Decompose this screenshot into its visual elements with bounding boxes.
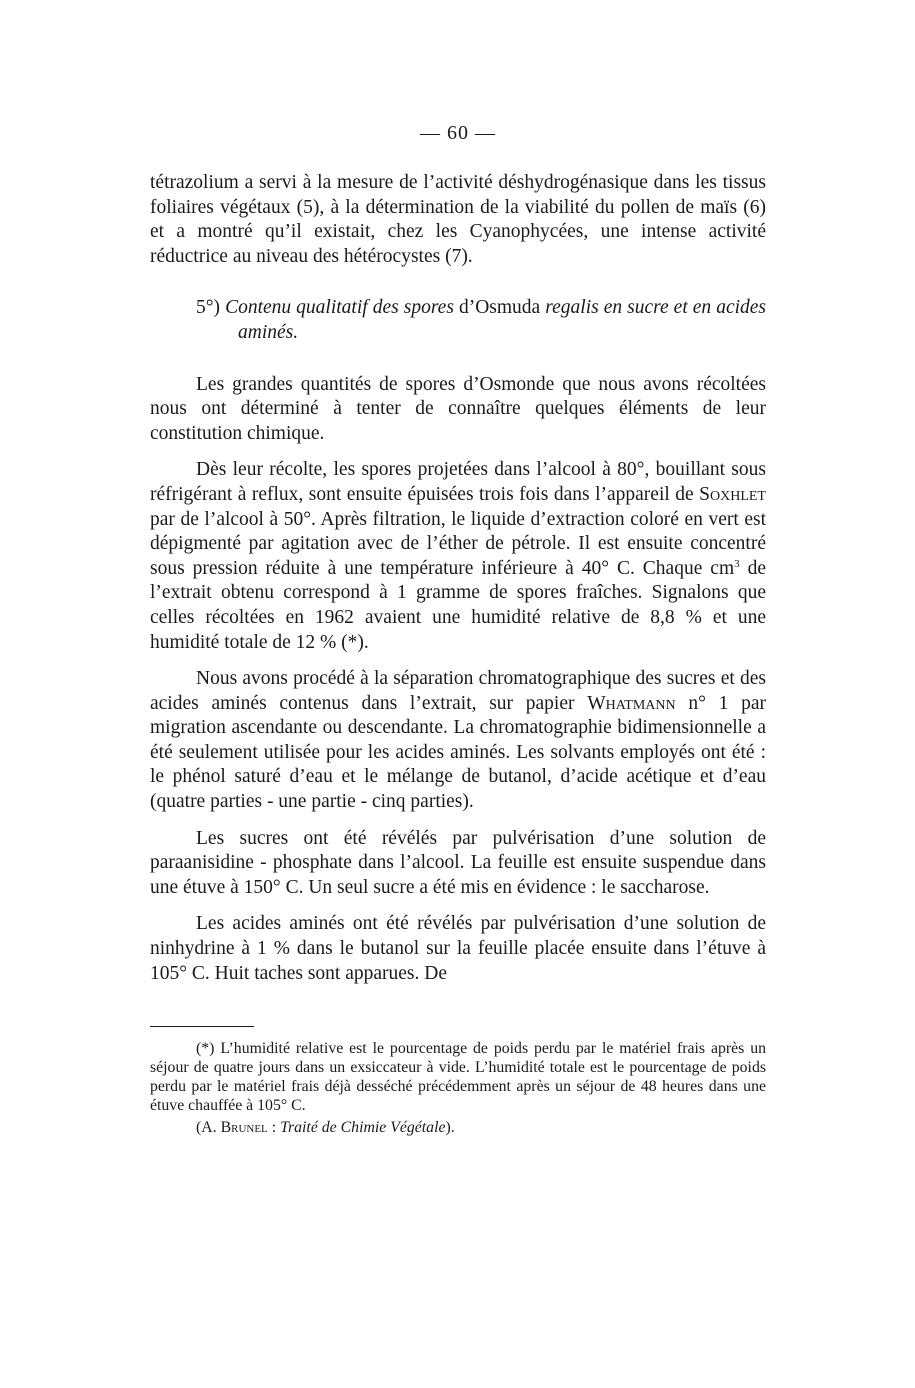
paragraph-continuation: tétrazolium a servi à la mesure de l’activité déshydrogénasique dans les tissus foliaires végétaux (5), à la détermination de la viabilité du pollen de maïs (6) et a montré qu’il existait, chez les Cyanophycées, une intense activité réductrice au niveau des hétérocystes (7). bbox=[150, 172, 766, 267]
footnote bbox=[150, 1039, 766, 1137]
section-heading bbox=[150, 296, 766, 345]
whatmann-name: Whatmann bbox=[587, 692, 676, 714]
paragraph-chromatography bbox=[150, 667, 766, 815]
chromatography-text-b: n° 1 par migration ascendante ou descendante. La chromatographie bidimensionnelle a été seulement utilisée pour les acides aminés. Les solvants employés ont été : le phénol saturé d’eau et le mélange de butanol, d’acide acétique et d’eau (quatre parties - une partie - cinq parties). bbox=[150, 692, 767, 813]
extraction-text-a: Dès leur récolte, les spores projetées dans l’alcool à 80°, bouillant sous réfrigérant à reflux, sont ensuite épuisées trois fois dans l’appareil de bbox=[150, 459, 766, 505]
footnote-source-open: (A. bbox=[196, 1119, 217, 1137]
page-body bbox=[150, 122, 766, 1137]
soxhlet-name: Soxhlet bbox=[699, 483, 766, 505]
footnote-colon: : bbox=[271, 1119, 277, 1137]
section-title-part3: regalis en sucre et en acides aminés. bbox=[238, 297, 767, 343]
superscript-3: 3 bbox=[734, 557, 740, 570]
footnote-text: (*) L’humidité relative est le pourcentage de poids perdu par le matériel frais après un séjour de quatre jours dans un exsiccateur à vide. L’humidité totale est le pourcentage de poids perdu par le matériel frais déjà desséché précédemment après un séjour de 48 heures dans une étuve chauffée à 105° C. bbox=[150, 1040, 766, 1115]
footnote-source-close: ). bbox=[445, 1119, 455, 1137]
footnote-divider bbox=[150, 1026, 254, 1027]
section-title-part1: Contenu qualitatif des spores bbox=[225, 297, 454, 319]
chromatography-text-a: Nous avons procédé à la séparation chromatographique des sucres et des acides aminés contenus dans l’extrait, sur papier bbox=[150, 668, 766, 714]
section-number: 5°) bbox=[196, 297, 221, 319]
paragraph-extraction bbox=[150, 458, 766, 655]
footnote-author: Brunel bbox=[220, 1119, 268, 1137]
extraction-text-b: par de l’alcool à 50°. Après filtration, le liquide d’extraction coloré en vert est dépigmenté par agitation avec de l’éther de pétrole. Il est ensuite concentré sous pression réduite à une température inférieure à 40° C. Chaque cm bbox=[150, 508, 766, 579]
paragraph-amino-acids: Les acides aminés ont été révélés par pulvérisation d’une solution de ninhydrine à 1 % dans le butanol sur la feuille placée ensuite dans l’étuve à 105° C. Huit taches sont apparues. De bbox=[150, 913, 766, 984]
paragraph-sugars: Les sucres ont été révélés par pulvérisation d’une solution de paraanisidine - phosphate dans l’alcool. La feuille est ensuite suspendue dans une étuve à 150° C. Un seul sucre a été mis en évidence : le saccharose. bbox=[150, 827, 766, 898]
footnote-source bbox=[150, 1118, 766, 1137]
footnote-book-title: Traité de Chimie Végétale bbox=[280, 1119, 446, 1137]
section-title-genus: d’Osmuda bbox=[458, 297, 541, 319]
page-number: — 60 — bbox=[420, 122, 496, 144]
paragraph-spores-intro: Les grandes quantités de spores d’Osmonde que nous avons récoltées nous ont déterminé à tenter de connaître quelques éléments de leur constitution chimique. bbox=[150, 373, 766, 444]
extraction-text-c: de l’extrait obtenu correspond à 1 gramme de spores fraîches. Signalons que celles récoltées en 1962 avaient une humidité relative de 8,8 % et une humidité totale de 12 % (*). bbox=[150, 557, 766, 653]
